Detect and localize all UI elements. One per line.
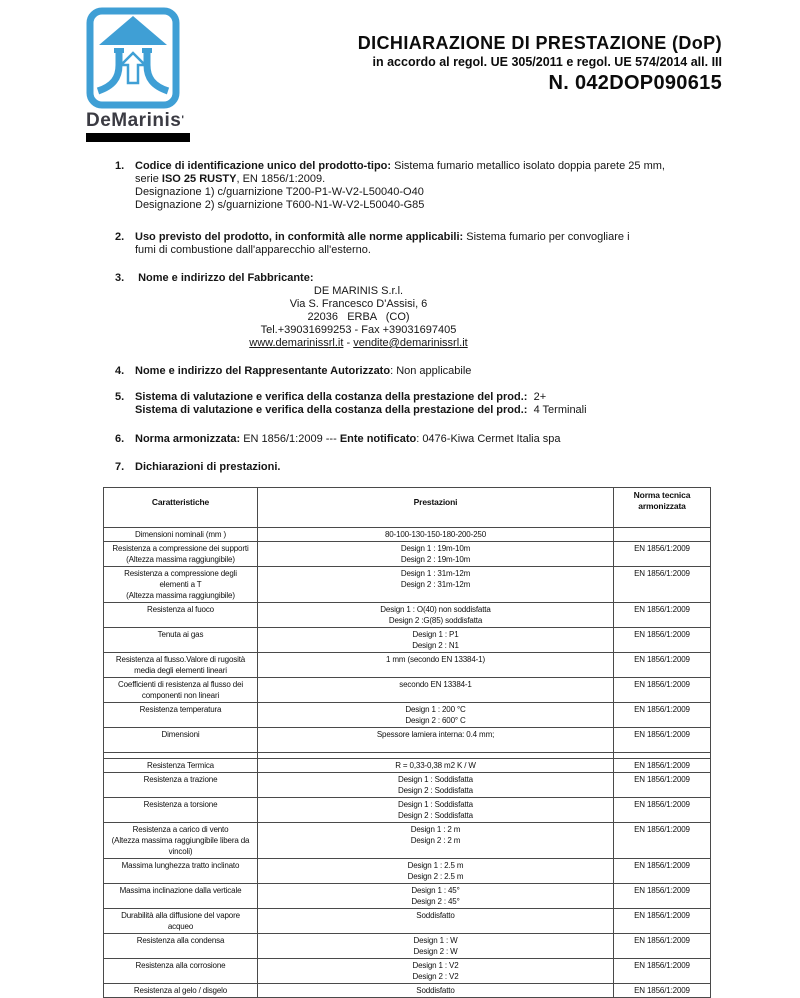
document-subtitle: in accordo al regol. UE 305/2011 e regol. UE 574/2014 all. III: [372, 55, 722, 69]
table-row: [104, 823, 711, 859]
item-number: 4.: [115, 365, 125, 377]
table-cell-caratteristica: Resistenza alla corrosione: [104, 959, 258, 984]
item-number: 6.: [115, 433, 125, 445]
table-cell-norma: EN 1856/1:2009: [614, 959, 711, 984]
item-number: 3.: [115, 272, 125, 284]
table-row: [104, 859, 711, 884]
table-cell-prestazione: Soddisfatto: [258, 984, 614, 998]
table-cell-caratteristica: Durabilità alla diffusione del vapore acqueo: [104, 909, 258, 934]
item-label: Sistema di valutazione e verifica della costanza della prestazione del prod.:: [135, 404, 528, 416]
column-header-norma: Norma tecnica armonizzata: [614, 488, 711, 528]
item-label: Ente notificato: [339, 433, 417, 445]
table-cell-norma: EN 1856/1:2009: [614, 798, 711, 823]
item-text: , EN 1856/1:2009.: [236, 173, 326, 185]
table-cell-caratteristica: Resistenza a carico di vento (Altezza massima raggiungibile libera da vincoli): [104, 823, 258, 859]
item-number: 1.: [115, 160, 125, 172]
table-row: [104, 934, 711, 959]
table-cell-caratteristica: Resistenza alla condensa: [104, 934, 258, 959]
item-number: 5.: [115, 391, 125, 403]
table-cell-prestazione: Design 1 : 2.5 m Design 2 : 2.5 m: [258, 859, 614, 884]
table-cell-caratteristica: Resistenza a trazione: [104, 773, 258, 798]
item-value: 4 Terminali: [527, 404, 587, 416]
table-cell-prestazione: Design 1 : 45° Design 2 : 45°: [258, 884, 614, 909]
table-row: [104, 542, 711, 567]
table-cell-caratteristica: Resistenza Termica: [104, 759, 258, 773]
table-cell-norma: EN 1856/1:2009: [614, 984, 711, 998]
item-label: Uso previsto del prodotto, in conformità alle norme applicabili:: [135, 231, 464, 243]
email-link[interactable]: vendite@demarinissrl.it: [353, 337, 468, 349]
item-product-code: [115, 160, 728, 212]
table-row: [104, 567, 711, 603]
table-cell-caratteristica: Dimensioni: [104, 728, 258, 753]
item-text: EN 1856/1:2009 ---: [240, 433, 340, 445]
table-row: [104, 773, 711, 798]
item-text: fumi di combustione dall'apparecchio all'esterno.: [135, 244, 371, 256]
table-cell-caratteristica: Dimensioni nominali (mm ): [104, 528, 258, 542]
table-cell-prestazione: Design 1 : V2 Design 2 : V2: [258, 959, 614, 984]
table-cell-prestazione: 1 mm (secondo EN 13384-1): [258, 653, 614, 678]
table-row: [104, 528, 711, 542]
table-cell-caratteristica: Massima lunghezza tratto inclinato: [104, 859, 258, 884]
brand-mark: ': [181, 114, 185, 126]
table-cell-norma: EN 1856/1:2009: [614, 603, 711, 628]
items-list: [115, 160, 728, 489]
table-row: [104, 628, 711, 653]
item-label: Dichiarazioni di prestazioni.: [135, 461, 281, 473]
item-text: Sistema fumario per convogliare i: [463, 231, 630, 243]
table-cell-norma: EN 1856/1:2009: [614, 823, 711, 859]
item-text: : Non applicabile: [390, 365, 472, 377]
table-cell-caratteristica: Resistenza al flusso.Valore di rugosità media degli elementi lineari: [104, 653, 258, 678]
table-cell-prestazione: secondo EN 13384-1: [258, 678, 614, 703]
item-text: Sistema fumario metallico isolato doppia parete 25 mm,: [391, 160, 665, 172]
table-cell-caratteristica: Resistenza a compressione degli elementi a T (Altezza massima raggiungibile): [104, 567, 258, 603]
table-cell-norma: EN 1856/1:2009: [614, 628, 711, 653]
item-declared-performances: [115, 461, 728, 474]
document-title: DICHIARAZIONE DI PRESTAZIONE (DoP): [357, 33, 722, 53]
table-cell-norma: EN 1856/1:2009: [614, 859, 711, 884]
item-authorized-representative: [115, 365, 728, 378]
table-cell-caratteristica: Resistenza a compressione dei supporti (Altezza massima raggiungibile): [104, 542, 258, 567]
table-row: [104, 603, 711, 628]
item-label: Codice di identificazione unico del prodotto-tipo:: [135, 160, 392, 172]
item-label: Nome e indirizzo del Fabbricante:: [135, 272, 314, 284]
chimney-arrow-icon: [86, 7, 180, 109]
table-cell-norma: EN 1856/1:2009: [614, 542, 711, 567]
table-cell-norma: EN 1856/1:2009: [614, 773, 711, 798]
item-number: 2.: [115, 231, 125, 243]
table-row: [104, 678, 711, 703]
table-cell-prestazione: Design 1 : O(40) non soddisfatta Design 2 :G(85) soddisfatta: [258, 603, 614, 628]
document-header: [358, 33, 722, 95]
table-header-row: [104, 488, 711, 528]
manufacturer-address: [135, 285, 582, 350]
website-link[interactable]: www.demarinissrl.it: [249, 337, 344, 349]
item-harmonized-standard: [115, 433, 728, 446]
table-cell-prestazione: 80-100-130-150-180-200-250: [258, 528, 614, 542]
table-cell-prestazione: Design 1 : P1 Design 2 : N1: [258, 628, 614, 653]
table-cell-caratteristica: Coefficienti di resistenza al flusso dei componenti non lineari: [104, 678, 258, 703]
item-intended-use: [115, 231, 728, 257]
table-row: [104, 653, 711, 678]
table-cell-caratteristica: Resistenza al gelo / disgelo: [104, 984, 258, 998]
table-cell-prestazione: Design 1 : W Design 2 : W: [258, 934, 614, 959]
table-cell-caratteristica: Massima inclinazione dalla verticale: [104, 884, 258, 909]
table-row: [104, 759, 711, 773]
table-cell-norma: EN 1856/1:2009: [614, 728, 711, 753]
column-header-prestazioni: Prestazioni: [258, 488, 614, 528]
item-label: Nome e indirizzo del Rappresentante Autorizzato: [135, 365, 391, 377]
item-text: serie: [135, 173, 162, 185]
table-row: [104, 798, 711, 823]
table-cell-prestazione: Design 1 : Soddisfatta Design 2 : Soddisfatta: [258, 773, 614, 798]
table-cell-norma: [614, 528, 711, 542]
brand-underline-bar: [86, 133, 190, 142]
table-cell-caratteristica: Tenuta ai gas: [104, 628, 258, 653]
address-line: DE MARINIS S.r.l.: [313, 285, 404, 297]
item-number: 7.: [115, 461, 125, 473]
item-avcp-system: [115, 391, 728, 417]
link-separator: -: [343, 337, 354, 349]
table-cell-prestazione: R = 0,33-0,38 m2 K / W: [258, 759, 614, 773]
table-cell-caratteristica: Resistenza a torsione: [104, 798, 258, 823]
item-text: : 0476-Kiwa Cermet Italia spa: [416, 433, 561, 445]
address-line: Via S. Francesco D'Assisi, 6: [289, 298, 428, 310]
table-cell-prestazione: Soddisfatto: [258, 909, 614, 934]
table-cell-prestazione: Design 1 : 19m-10m Design 2 : 19m-10m: [258, 542, 614, 567]
series-name: ISO 25 RUSTY: [161, 173, 237, 185]
designation-line: Designazione 2) s/guarnizione T600-N1-W-V2-L50040-G85: [135, 199, 425, 211]
table-row: [104, 959, 711, 984]
table-row: [104, 984, 711, 998]
table-cell-prestazione: Design 1 : 31m-12m Design 2 : 31m-12m: [258, 567, 614, 603]
table-cell-norma: EN 1856/1:2009: [614, 567, 711, 603]
brand-name: DeMarinis': [86, 110, 185, 131]
item-label: Norma armonizzata:: [135, 433, 241, 445]
table-cell-norma: EN 1856/1:2009: [614, 653, 711, 678]
column-header-caratteristiche: Caratteristiche: [104, 488, 258, 528]
table-cell-norma: EN 1856/1:2009: [614, 934, 711, 959]
designation-line: Designazione 1) c/guarnizione T200-P1-W-V2-L50040-O40: [135, 186, 424, 198]
address-line: 22036 ERBA (CO): [307, 311, 410, 323]
document-number: N. 042DOP090615: [548, 72, 722, 94]
table-cell-norma: EN 1856/1:2009: [614, 909, 711, 934]
demarinis-logo: [86, 7, 196, 142]
table-cell-norma: EN 1856/1:2009: [614, 759, 711, 773]
table-row: [104, 909, 711, 934]
table-cell-norma: EN 1856/1:2009: [614, 703, 711, 728]
table-cell-caratteristica: Resistenza al fuoco: [104, 603, 258, 628]
table-cell-prestazione: Design 1 : Soddisfatta Design 2 : Soddisfatta: [258, 798, 614, 823]
table-row: [104, 728, 711, 753]
table-row: [104, 884, 711, 909]
table-cell-prestazione: Design 1 : 2 m Design 2 : 2 m: [258, 823, 614, 859]
table-cell-caratteristica: Resistenza temperatura: [104, 703, 258, 728]
item-label: Sistema di valutazione e verifica della costanza della prestazione del prod.:: [135, 391, 528, 403]
address-line: Tel.+39031699253 - Fax +39031697405: [260, 324, 457, 336]
performance-table: [103, 487, 711, 998]
table-cell-prestazione: Design 1 : 200 °C Design 2 : 600° C: [258, 703, 614, 728]
item-value: 2+: [527, 391, 547, 403]
table-cell-prestazione: Spessore lamiera interna: 0.4 mm;: [258, 728, 614, 753]
item-manufacturer: [115, 272, 728, 350]
table-row: [104, 703, 711, 728]
table-cell-norma: EN 1856/1:2009: [614, 884, 711, 909]
table-cell-norma: EN 1856/1:2009: [614, 678, 711, 703]
table-body: [104, 528, 711, 998]
